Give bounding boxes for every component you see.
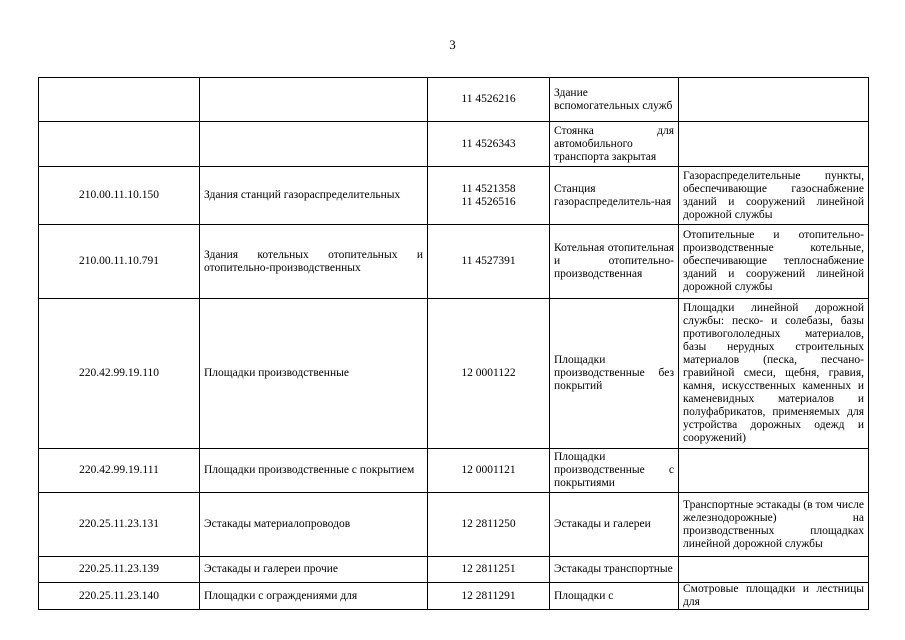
note-cell — [679, 122, 869, 167]
name-cell: Эстакады материалопроводов — [200, 493, 428, 557]
name-cell — [200, 78, 428, 122]
code-cell — [39, 78, 200, 122]
page-number: 3 — [449, 37, 456, 52]
name-cell: Площадки производственные с покрытием — [200, 449, 428, 493]
okof-code: 12 0001121 — [461, 464, 516, 476]
name-cell: Площадки с ограждениями для — [200, 583, 428, 610]
okof-cell — [428, 122, 550, 167]
description-cell: Котельная отопительная и отопительно-производственная — [550, 225, 679, 299]
okof-cell — [428, 299, 550, 449]
note-cell: Газораспределительные пункты, обеспечивающие газоснабжение зданий и сооружений линейной дорожной службы — [679, 167, 869, 225]
table-row — [39, 299, 869, 449]
name-cell: Здания станций газораспределительных — [200, 167, 428, 225]
name-cell: Эстакады и галереи прочие — [200, 557, 428, 583]
okof-cell — [428, 167, 550, 225]
classification-table — [38, 77, 869, 610]
okof-cell — [428, 493, 550, 557]
description-cell: Эстакады и галереи — [550, 493, 679, 557]
okof-code: 12 2811251 — [461, 563, 516, 575]
note-cell: Смотровые площадки и лестницы для — [679, 583, 869, 610]
okof-code: 11 4526343 — [461, 137, 516, 150]
table-row — [39, 78, 869, 122]
description-cell: Площадки производственные без покрытий — [550, 299, 679, 449]
name-cell: Здания котельных отопительных и отопительно-производственных — [200, 225, 428, 299]
note-cell: Транспортные эстакады (в том числе железнодорожные) на производственных площадках линейной дорожной службы — [679, 493, 869, 557]
description-cell: Эстакады транспортные — [550, 557, 679, 583]
note-cell: Площадки линейной дорожной службы: песко- и солебазы, базы противогололедных материалов, базы нерудных строительных материалов (песка, песчано-гравийной смеси, щебня, гравия, камня, искусственных каменных и каменевидных материалов и полуфабрикатов, применяемых для устройства дорожных одежд и сооружений) — [679, 299, 869, 449]
table-row — [39, 557, 869, 583]
code-cell: 220.25.11.23.140 — [39, 583, 200, 610]
description-cell: Станция газораспределитель-ная — [550, 167, 679, 225]
okof-cell — [428, 583, 550, 610]
description-cell: Площадки производственные с покрытиями — [550, 449, 679, 493]
okof-cell — [428, 449, 550, 493]
okof-cell — [428, 78, 550, 122]
description-cell: Здание вспомогательных служб — [550, 78, 679, 122]
okof-code: 11 4526516 — [461, 195, 516, 208]
name-cell: Площадки производственные — [200, 299, 428, 449]
table-row — [39, 122, 869, 167]
code-cell — [39, 122, 200, 167]
description-cell: Площадки с — [550, 583, 679, 610]
note-cell — [679, 557, 869, 583]
okof-code: 12 2811250 — [461, 518, 516, 530]
okof-code: 12 2811291 — [461, 589, 516, 602]
code-cell: 210.00.11.10.150 — [39, 167, 200, 225]
okof-code: 11 4526216 — [461, 93, 516, 105]
note-cell — [679, 449, 869, 493]
okof-code: 11 4527391 — [461, 255, 516, 267]
table-row — [39, 167, 869, 225]
code-cell: 220.42.99.19.111 — [39, 449, 200, 493]
table-row — [39, 493, 869, 557]
okof-cell — [428, 225, 550, 299]
table-row — [39, 225, 869, 299]
code-cell: 210.00.11.10.791 — [39, 225, 200, 299]
okof-cell — [428, 557, 550, 583]
code-cell: 220.25.11.23.131 — [39, 493, 200, 557]
note-cell: Отопительные и отопительно-производственные котельные, обеспечивающие теплоснабжение зданий и сооружений линейной дорожной службы — [679, 225, 869, 299]
code-cell: 220.42.99.19.110 — [39, 299, 200, 449]
description-cell: Стоянка для автомобильного транспорта закрытая — [550, 122, 679, 167]
okof-code: 11 4521358 — [461, 182, 516, 195]
code-cell: 220.25.11.23.139 — [39, 557, 200, 583]
note-cell — [679, 78, 869, 122]
table-row — [39, 583, 869, 610]
name-cell — [200, 122, 428, 167]
okof-code: 12 0001122 — [461, 367, 516, 379]
table-row — [39, 449, 869, 493]
